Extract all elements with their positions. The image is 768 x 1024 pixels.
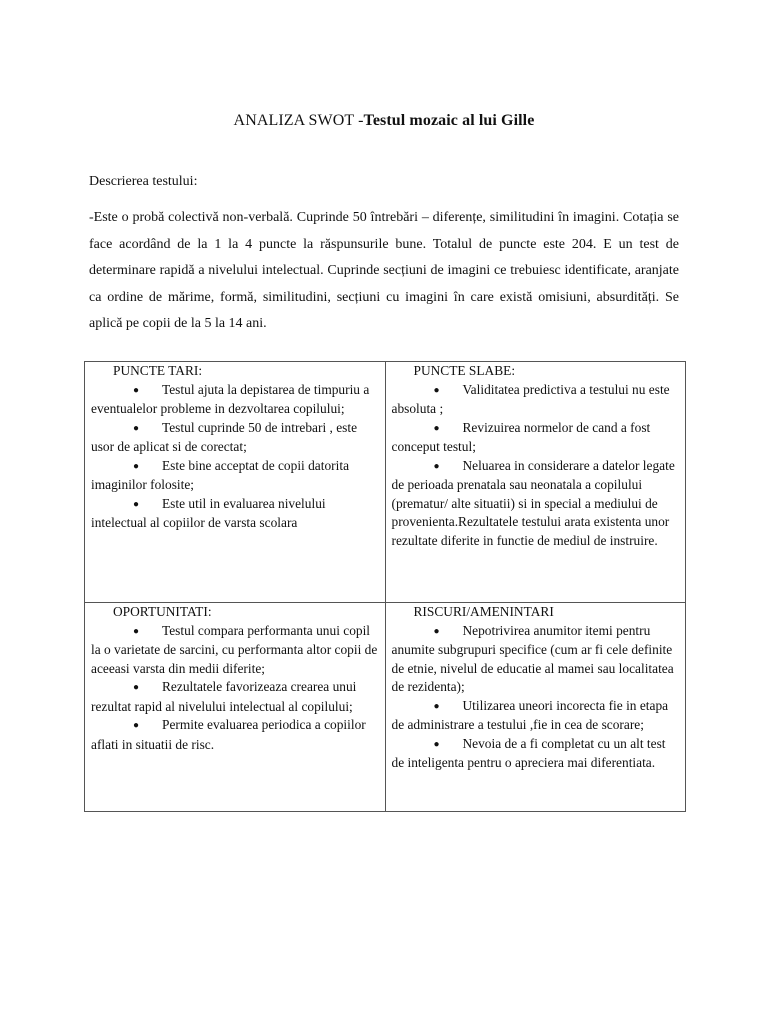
bullet-icon: ● [433, 625, 440, 637]
bullet-icon: ● [133, 384, 140, 396]
swot-row-bottom [85, 603, 686, 812]
strengths-list [91, 381, 381, 533]
swot-item [91, 622, 381, 679]
swot-item [91, 678, 381, 716]
weaknesses-cell [385, 362, 686, 603]
swot-item-text: Validitatea predictiva a testului nu este absoluta ; [391, 381, 670, 416]
swot-item-text: Testul ajuta la depistarea de timpuriu a eventualelor probleme in dezvoltarea copilului; [91, 381, 370, 416]
bullet-icon: ● [433, 738, 440, 750]
swot-item [392, 381, 682, 419]
bullet-icon: ● [133, 682, 140, 693]
bullet-icon: ● [133, 422, 140, 434]
swot-item-text: Permite evaluarea periodica a copiilor aflati in situatii de risc. [91, 717, 366, 752]
title-test-name: Testul mozaic al lui Gille [363, 112, 535, 129]
bullet-icon: ● [133, 460, 140, 472]
swot-item [392, 697, 682, 735]
swot-row-top [85, 362, 686, 603]
swot-item-text: Testul compara performanta unui copil la o varietate de sarcini, cu performanta altor copii de aceeasi varsta din medii diferite; [91, 622, 378, 676]
swot-item [392, 622, 682, 697]
swot-item-text: Neluarea in considerare a datelor legate de perioada prenatala sau neonatala a copilului (prematur/ alte situatii) si in special a mediului de provenienta.Rezultatele testului arata existenta unor rezultate diferite in functie de mediul de instruire. [391, 457, 675, 548]
swot-item [91, 716, 381, 754]
weaknesses-heading: PUNCTE SLABE: [413, 363, 516, 378]
swot-item-text: Testul cuprinde 50 de intrebari , este usor de aplicat si de corectat; [91, 419, 358, 454]
bullet-icon: ● [433, 384, 440, 396]
bullet-icon: ● [433, 422, 440, 434]
description-label: Descrierea testului: [89, 174, 198, 189]
swot-item [91, 381, 381, 419]
bullet-icon: ● [433, 460, 440, 472]
swot-item-text: Este util in evaluarea nivelului intelectual al copiilor de varsta scolara [91, 495, 326, 530]
bullet-icon: ● [433, 700, 440, 712]
swot-item [392, 457, 682, 551]
opportunities-heading: OPORTUNITATI: [113, 604, 212, 619]
swot-item-text: Nepotrivirea anumitor itemi pentru anumite subgrupuri specifice (cum ar fi cele definite de etnie, nivelul de educatie al mamei sau localitatea de rezidenta); [391, 622, 674, 694]
swot-table [84, 361, 686, 812]
opportunities-cell [85, 603, 386, 812]
bullet-icon: ● [133, 720, 140, 731]
opportunities-list [91, 622, 381, 755]
threats-cell [385, 603, 686, 812]
strengths-heading: PUNCTE TARI: [113, 363, 203, 378]
swot-item [91, 457, 381, 495]
swot-item-text: Utilizarea uneori incorecta fie in etapa de administrare a testului ,fie in cea de scorare; [391, 697, 669, 732]
weaknesses-list [392, 381, 682, 551]
threats-list [392, 622, 682, 773]
swot-item [392, 419, 682, 457]
strengths-cell [85, 362, 386, 603]
swot-item [91, 419, 381, 457]
swot-item-text: Revizuirea normelor de cand a fost conceput testul; [391, 419, 651, 454]
swot-item-text: Nevoia de a fi completat cu un alt test de inteligenta pentru o apreciera mai diferentiata. [391, 735, 666, 770]
description-paragraph: -Este o probă colectivă non-verbală. Cuprinde 50 întrebări – diferențe, similitudini în imagini. Cotația se face acordând de la 1 la 4 puncte la răspunsurile bune. Totalul de puncte este 204. E un test de determinare rapidă a nivelului intelectual. Cuprinde secțiuni de imagini ce trebuiesc identificate, aranjate ca ordine de mărime, formă, similitudini, secțiuni cu imagini în care există omisiuni, absurdități. Se aplică pe copii de la 5 la 14 ani. [89, 210, 679, 331]
swot-item [392, 735, 682, 773]
swot-item-text: Este bine acceptat de copii datorita imaginilor folosite; [91, 457, 350, 492]
swot-item [91, 495, 381, 533]
swot-item-text: Rezultatele favorizeaza crearea unui rezultat rapid al nivelului intelectual al copilului; [91, 679, 357, 714]
page-title [0, 112, 768, 130]
bullet-icon: ● [133, 625, 140, 637]
title-prefix: ANALIZA SWOT - [233, 112, 364, 129]
bullet-icon: ● [133, 498, 140, 510]
threats-heading: RISCURI/AMENINTARI [413, 604, 554, 619]
